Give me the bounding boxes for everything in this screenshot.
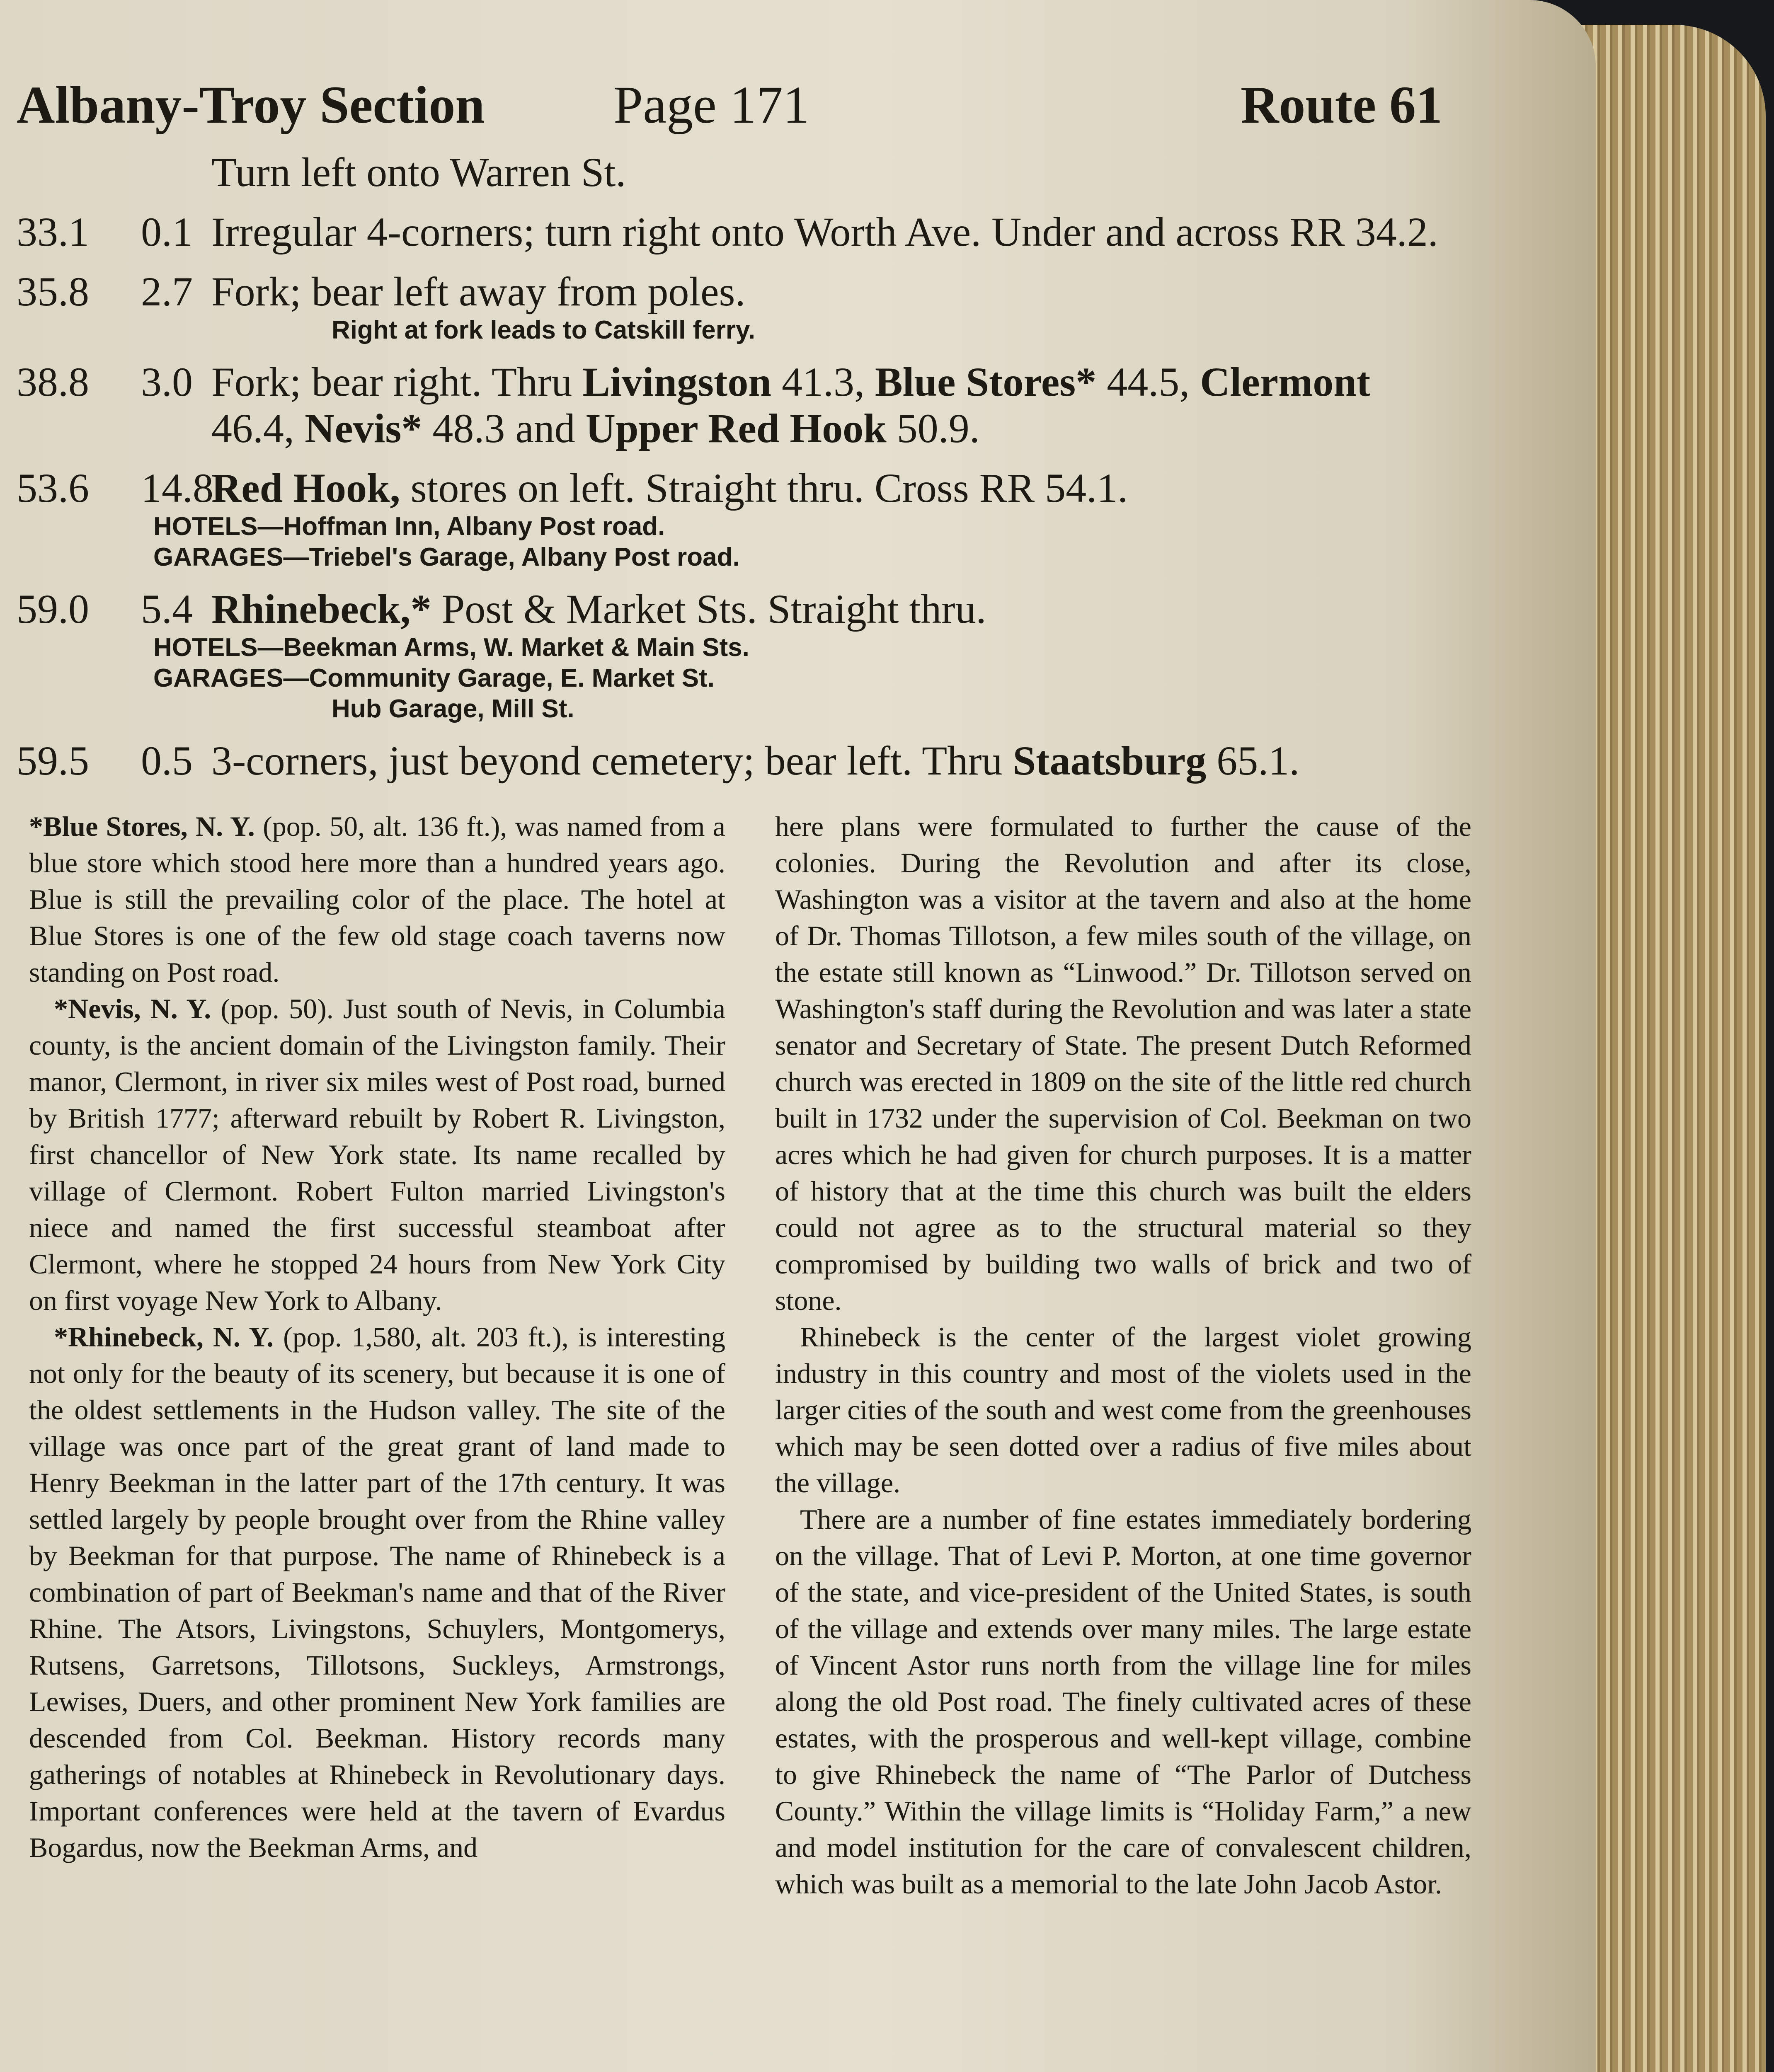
interval-mileage: 0.1 xyxy=(141,209,193,255)
running-header xyxy=(17,75,1442,149)
place-name: Blue Stores* xyxy=(875,359,1097,405)
route-direction xyxy=(211,738,1442,784)
place-name: Red Hook, xyxy=(211,465,400,511)
direction-text: Post & Market Sts. Straight thru. xyxy=(431,586,986,632)
interval-mileage: 2.7 xyxy=(141,269,193,315)
route-entry xyxy=(17,586,1442,724)
route-entry xyxy=(17,359,1442,452)
place-name: Upper Red Hook xyxy=(585,405,887,451)
place-name: Clermont xyxy=(1200,359,1371,405)
page-number: Page 171 xyxy=(613,75,809,134)
place-name: Nevis* xyxy=(305,405,422,451)
direction-text: 46.4, xyxy=(211,405,305,451)
cumulative-mileage: 53.6 xyxy=(17,465,89,511)
direction-text: stores on left. Straight thru. Cross RR 54.1. xyxy=(400,465,1128,511)
section-title: Albany-Troy Section xyxy=(17,75,485,134)
service-listing: GARAGES—Community Garage, E. Market St. xyxy=(153,664,715,692)
place-note-heading: *Nevis, N. Y. xyxy=(54,993,211,1024)
direction-text: 48.3 and xyxy=(422,405,586,451)
cumulative-mileage: 33.1 xyxy=(17,209,89,255)
place-note-paragraph: here plans were formulated to further the cause of the colonies. During the Revolution and after its close, Washington was a visitor at the tavern and also at the home of Dr. Thomas Tillotson, a few miles south of the village, on the estate still known as “Linwood.” Dr. Tillotson served on Washington's staff during the Revolution and was later a state senator and Secretary of State. The present Dutch Reformed church was erected in 1809 on the site of the little red church built in 1732 under the supervision of Col. Beekman on two acres which he had given for church purposes. It is a matter of history that at the time this church was built the elders could not agree as to the structural material so they compromised by building two walls of brick and two of stone. xyxy=(775,811,1471,1316)
direction-text: Fork; bear left away from poles. xyxy=(211,269,746,315)
service-listing: HOTELS—Beekman Arms, W. Market & Main Sts. xyxy=(153,633,749,662)
route-direction xyxy=(211,465,1442,511)
direction-text: 65.1. xyxy=(1206,738,1300,784)
place-note-paragraph: There are a number of fine estates immediately bordering on the village. That of Levi P. Morton, at one time governor of the state, and vice-president of the United States, is south of the village and extends over many miles. The large estate of Vincent Astor runs north from the village line for miles along the old Post road. The finely cultivated acres of these estates, with the prosperous and well-kept village, combine to give Rhinebeck the name of “The Parlor of Dutchess County.” Within the village limits is “Holiday Farm,” a new and model institution for the care of convalescent children, which was built as a memorial to the late John Jacob Astor. xyxy=(775,1503,1471,1900)
place-name: Rhinebeck,* xyxy=(211,586,431,632)
direction-text: 44.5, xyxy=(1096,359,1200,405)
route-entry xyxy=(17,738,1442,784)
place-name: Staatsburg xyxy=(1013,738,1207,784)
route-direction xyxy=(211,149,1442,196)
direction-text: 50.9. xyxy=(886,405,980,451)
service-listing: GARAGES—Triebel's Garage, Albany Post road. xyxy=(153,543,740,571)
service-listing: Right at fork leads to Catskill ferry. xyxy=(332,316,756,344)
interval-mileage: 5.4 xyxy=(141,586,193,632)
cumulative-mileage: 59.0 xyxy=(17,586,89,632)
place-name: Livingston xyxy=(582,359,771,405)
route-entry xyxy=(17,149,1442,196)
route-log xyxy=(17,149,1442,797)
direction-text: 3-corners, just beyond cemetery; bear left. Thru xyxy=(211,738,1013,784)
notes-column-left xyxy=(29,808,725,1866)
route-entry xyxy=(17,465,1442,573)
place-note-heading: *Rhinebeck, N. Y. xyxy=(54,1321,274,1353)
direction-text: Irregular 4-corners; turn right onto Worth Ave. Under and across RR 34.2. xyxy=(211,209,1438,255)
route-direction xyxy=(211,586,1442,632)
interval-mileage: 3.0 xyxy=(141,359,193,405)
route-entry xyxy=(17,269,1442,346)
cumulative-mileage: 38.8 xyxy=(17,359,89,405)
service-listing: Hub Garage, Mill St. xyxy=(332,695,574,723)
place-note-text: (pop. 50, alt. 136 ft.), was named from a blue store which stood here more than a hundred years ago. Blue is still the prevailing color of the place. The hotel at Blue Stores is one of the few old stage coach taverns now standing on Post road. xyxy=(29,811,725,988)
cumulative-mileage: 35.8 xyxy=(17,269,89,315)
route-direction xyxy=(211,269,1442,315)
service-listing: HOTELS—Hoffman Inn, Albany Post road. xyxy=(153,512,665,541)
place-note xyxy=(29,808,725,990)
route-entry xyxy=(17,209,1442,255)
direction-text: Fork; bear right. Thru xyxy=(211,359,583,405)
place-note-heading: *Blue Stores, N. Y. xyxy=(29,811,255,842)
place-note-paragraph: Rhinebeck is the center of the largest violet growing industry in this country and most of the violets used in the larger cities of the south and west come from the greenhouses which may be seen dotted over a radius of five miles about the village. xyxy=(775,1321,1471,1498)
cumulative-mileage: 59.5 xyxy=(17,738,89,784)
place-note-text: (pop. 1,580, alt. 203 ft.), is interesting not only for the beauty of its scenery, but because it is one of the oldest settlements in the Hudson valley. The site of the village was once part of the great grant of land made to Henry Beekman in the latter part of the 17th century. It was settled largely by people brought over from the Rhine valley by Beekman for that purpose. The name of Rhinebeck is a combination of part of Beekman's name and that of the River Rhine. The Atsors, Livingstons, Schuylers, Montgomerys, Rutsens, Garretsons, Tillotsons, Suckleys, Armstrongs, Lewises, Duers, and other prominent New York families are descended from Col. Beekman. History records many gatherings of notables at Rhinebeck in Revolutionary days. Important conferences were held at the tavern of Evardus Bogardus, now the Beekman Arms, and xyxy=(29,1321,725,1863)
notes-column-right xyxy=(775,808,1471,1902)
place-notes xyxy=(17,808,1471,2072)
place-note xyxy=(29,1319,725,1866)
route-number: Route 61 xyxy=(1240,75,1442,134)
place-note-text: (pop. 50). Just south of Nevis, in Columbia county, is the ancient domain of the Livingston family. Their manor, Clermont, in river six miles west of Post road, burned by British 1777; afterward rebuilt by Robert R. Livingston, first chancellor of New York state. Its name recalled by village of Clermont. Robert Fulton married Livingston's niece and named the first successful steamboat after Clermont, where he stopped 24 hours from New York City on first voyage New York to Albany. xyxy=(29,993,726,1316)
interval-mileage: 0.5 xyxy=(141,738,193,784)
place-note xyxy=(29,990,725,1319)
direction-text: 41.3, xyxy=(771,359,875,405)
route-direction xyxy=(211,359,1442,452)
route-direction xyxy=(211,209,1442,255)
interval-mileage: 14.8 xyxy=(141,465,213,511)
direction-text: Turn left onto Warren St. xyxy=(211,149,626,195)
